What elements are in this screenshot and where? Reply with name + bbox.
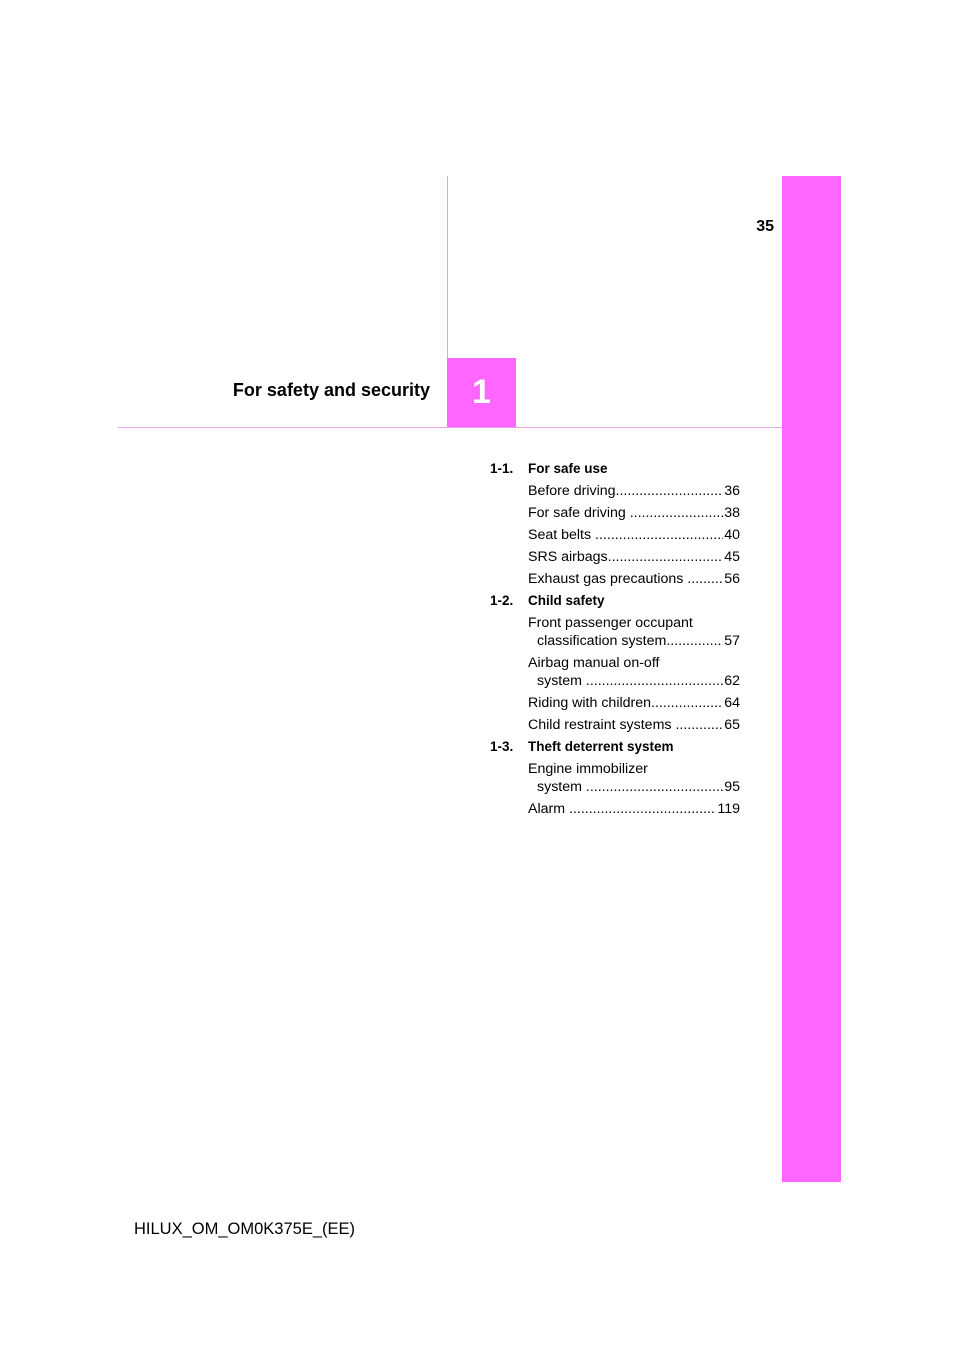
footer-document-code: HILUX_OM_OM0K375E_(EE) <box>134 1220 356 1238</box>
toc-page-number: 64 <box>724 695 740 711</box>
toc-page-number: 57 <box>724 633 740 649</box>
toc-entry-text: Alarm <box>528 801 569 817</box>
toc-entry[interactable] <box>528 800 740 818</box>
toc-leader-dots <box>687 570 723 588</box>
vertical-divider <box>447 176 448 359</box>
horizontal-divider <box>118 427 782 428</box>
toc-section <box>490 592 740 734</box>
table-of-contents <box>490 460 740 822</box>
toc-entry[interactable] <box>528 694 740 712</box>
toc-section <box>490 460 740 588</box>
toc-entry-text: SRS airbags <box>528 549 608 565</box>
toc-page-number: 119 <box>717 801 740 817</box>
toc-leader-dots <box>675 716 723 734</box>
toc-section-heading <box>490 738 740 756</box>
toc-entry-text: system <box>537 673 586 689</box>
toc-entry-text: system <box>537 779 586 795</box>
toc-page-number: 95 <box>724 779 740 795</box>
toc-entry[interactable] <box>528 504 740 522</box>
toc-leader-dots <box>608 548 724 566</box>
chapter-title: For safety and security <box>232 380 430 400</box>
toc-page-number: 38 <box>724 505 740 521</box>
toc-entry-text: Front passenger occupant <box>528 615 693 631</box>
toc-entry-text: Airbag manual on-off <box>528 655 660 671</box>
toc-page-number: 65 <box>724 717 740 733</box>
toc-entry-text: Seat belts <box>528 527 596 543</box>
toc-section-heading <box>490 460 740 478</box>
toc-leader-dots <box>586 778 723 796</box>
toc-page-number: 36 <box>724 483 740 499</box>
toc-page-number: 40 <box>724 527 740 543</box>
toc-leader-dots <box>616 482 724 500</box>
toc-entry-text: Engine immobilizer <box>528 761 648 777</box>
toc-page-number: 62 <box>724 673 740 689</box>
toc-section-title: Theft deterrent system <box>528 739 674 754</box>
toc-entry[interactable] <box>528 760 740 796</box>
toc-entry-text: For safe driving <box>528 505 630 521</box>
toc-entry[interactable] <box>528 570 740 588</box>
page-number: 35 <box>756 218 774 235</box>
toc-leader-dots <box>595 526 723 544</box>
toc-entry[interactable] <box>528 548 740 566</box>
toc-leader-dots <box>586 672 723 690</box>
toc-leader-dots <box>651 694 723 712</box>
toc-page-number: 45 <box>724 549 740 565</box>
toc-section-title: Child safety <box>528 593 605 608</box>
toc-entry[interactable] <box>528 526 740 544</box>
toc-entry[interactable] <box>528 614 740 650</box>
toc-entry-text: classification system <box>537 633 667 649</box>
toc-section-title: For safe use <box>528 461 608 476</box>
toc-leader-dots <box>666 632 723 650</box>
toc-entry-text: Exhaust gas precautions <box>528 571 688 587</box>
chapter-tab-bar <box>782 176 841 1182</box>
toc-leader-dots <box>630 504 724 522</box>
chapter-number: 1 <box>472 373 491 411</box>
toc-entry-text: Child restraint systems <box>528 717 676 733</box>
toc-leader-dots <box>569 800 716 818</box>
chapter-number-box <box>447 358 516 427</box>
toc-section-number: 1-3. <box>490 739 514 754</box>
toc-section-number: 1-1. <box>490 461 514 476</box>
toc-entry-text: Before driving <box>528 483 616 499</box>
toc-entry[interactable] <box>528 654 740 690</box>
toc-entry[interactable] <box>528 482 740 500</box>
toc-section <box>490 738 740 818</box>
toc-section-heading <box>490 592 740 610</box>
toc-section-number: 1-2. <box>490 593 514 608</box>
toc-page-number: 56 <box>724 571 740 587</box>
toc-entry-text: Riding with children <box>528 695 652 711</box>
toc-entry[interactable] <box>528 716 740 734</box>
